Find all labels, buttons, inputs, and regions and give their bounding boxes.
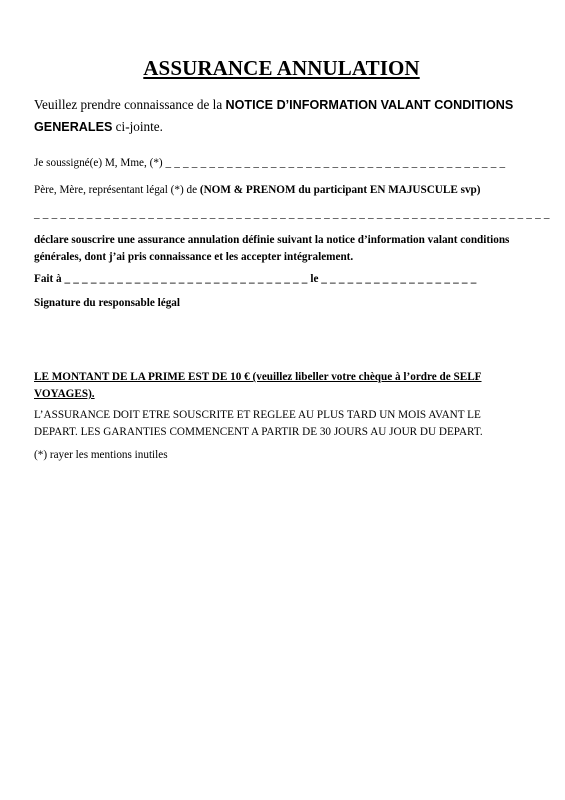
premium-amount-notice: LE MONTANT DE LA PRIME EST DE 10 € (veuillez libeller votre chèque à l’ordre de SELF VOYAGES). bbox=[34, 371, 482, 400]
intro-suffix: ci-jointe. bbox=[112, 119, 163, 134]
fait-line bbox=[34, 273, 477, 285]
parent-label: Père, Mère, représentant légal (*) de bbox=[34, 184, 200, 196]
declaration-paragraph: déclare souscrire une assurance annulation définie suivant la notice d’information valant conditions générales, dont j’ai pris connaissance et les accepter intégralement. bbox=[34, 234, 510, 263]
intro-notice-title-line1: NOTICE D’INFORMATION VALANT CONDITIONS bbox=[225, 98, 514, 112]
intro-paragraph bbox=[34, 94, 534, 138]
intro-prefix: Veuillez prendre connaissance de la bbox=[34, 97, 226, 112]
parent-line bbox=[34, 184, 481, 196]
fait-label: Fait à bbox=[34, 273, 65, 285]
deadline-notice: L’ASSURANCE DOIT ETRE SOUSCRITE ET REGLEE AU PLUS TARD UN MOIS AVANT LE DEPART. LES GARANTIES COMMENCENT A PARTIR DE 30 JOURS AU JOUR DU DEPART. bbox=[34, 409, 483, 438]
soussigne-blank-field[interactable]: _ _ _ _ _ _ _ _ _ _ _ _ _ _ _ _ _ _ _ _ _ _ _ _ _ _ _ _ _ _ _ _ _ _ _ _ _ _ _ bbox=[165, 157, 506, 169]
soussigne-label: Je soussigné(e) M, Mme, (*) bbox=[34, 157, 166, 169]
intro-notice-title-line2: GENERALES bbox=[34, 120, 113, 134]
place-blank-field[interactable]: _ _ _ _ _ _ _ _ _ _ _ _ _ _ _ _ _ _ _ _ _ _ _ _ _ _ _ _ bbox=[64, 273, 308, 285]
signature-label: Signature du responsable légal bbox=[34, 297, 180, 309]
date-blank-field[interactable]: _ _ _ _ _ _ _ _ _ _ _ _ _ _ _ _ _ _ bbox=[321, 273, 477, 285]
date-label: le bbox=[307, 273, 322, 285]
parent-instruction: (NOM & PRENOM du participant EN MAJUSCULE svp) bbox=[199, 184, 481, 196]
footnote: (*) rayer les mentions inutiles bbox=[34, 449, 168, 461]
soussigne-line bbox=[34, 157, 505, 169]
participant-name-blank-field[interactable]: _ _ _ _ _ _ _ _ _ _ _ _ _ _ _ _ _ _ _ _ _ _ _ _ _ _ _ _ _ _ _ _ _ _ _ _ _ _ _ _ _ _ _ _ _ _ _ _ _ _ _ _ _ _ _ _ _ _ _ bbox=[34, 208, 550, 220]
document-title: ASSURANCE ANNULATION bbox=[143, 56, 420, 80]
